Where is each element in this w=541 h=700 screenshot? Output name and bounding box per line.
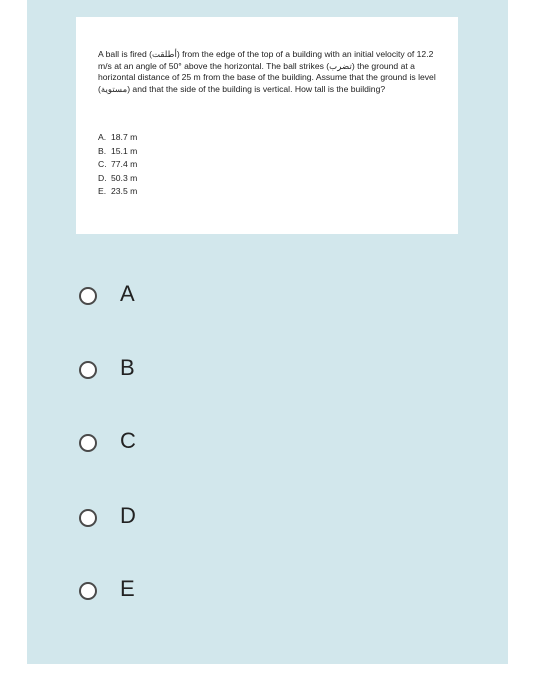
answer-letter: A. [98, 132, 107, 142]
answer-value: 50.3 m [111, 172, 138, 183]
option-b[interactable] [73, 355, 193, 385]
answer-value: 18.7 m [111, 132, 138, 142]
option-label[interactable]: B [120, 355, 135, 380]
radio-circle-icon[interactable] [79, 509, 97, 527]
answer-item-e [98, 185, 137, 199]
answer-letter: D. [98, 172, 107, 183]
option-a[interactable] [73, 281, 193, 311]
question-card [76, 17, 458, 234]
answer-item-d [98, 172, 137, 186]
option-label[interactable]: C [120, 428, 136, 453]
answer-letter: E. [98, 186, 107, 197]
radio-circle-icon[interactable] [79, 582, 97, 600]
option-d[interactable] [73, 503, 193, 533]
option-label[interactable]: A [120, 281, 135, 306]
answer-letter: C. [98, 159, 107, 170]
answer-item-b [98, 145, 137, 159]
answer-value: 23.5 m [111, 186, 138, 197]
answer-letter: B. [98, 145, 107, 156]
option-label[interactable]: D [120, 503, 136, 528]
radio-circle-icon[interactable] [79, 287, 97, 305]
answer-item-a [98, 131, 137, 145]
answer-item-c [98, 158, 137, 172]
option-e[interactable] [73, 576, 193, 606]
option-label[interactable]: E [120, 576, 135, 601]
quiz-panel [27, 0, 508, 664]
answer-value: 15.1 m [111, 145, 138, 156]
option-c[interactable] [73, 428, 193, 458]
answer-list [98, 131, 137, 199]
answer-value: 77.4 m [111, 159, 138, 170]
question-text: A ball is fired (أطلقت) from the edge of the top of a building with an initial velocity of 12.2 m/s at an angle of 50° above the horizontal. The ball strikes (تضرب) the ground at a horizontal distance of 25 m from the base of the building. Assume that the ground is level (مستوية) and that the side of the building is vertical. How tall is the building? [98, 49, 436, 94]
radio-circle-icon[interactable] [79, 361, 97, 379]
radio-circle-icon[interactable] [79, 434, 97, 452]
